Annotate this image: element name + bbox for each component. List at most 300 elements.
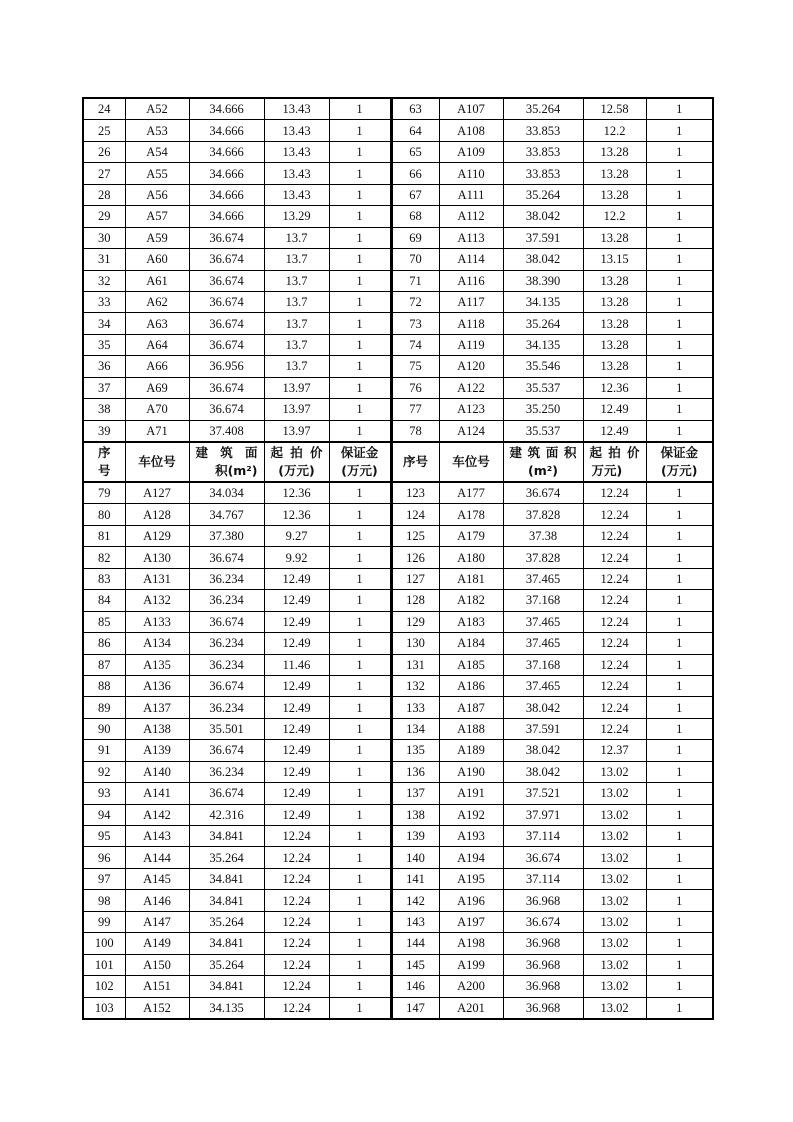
- table-body-top: [83, 98, 713, 442]
- cell-deposit: 1: [329, 697, 391, 718]
- cell-price-right: 13.28: [583, 334, 646, 355]
- cell-seq-right: 64: [391, 120, 439, 141]
- cell-seq-right: 138: [391, 804, 439, 825]
- cell-space-right: A182: [439, 590, 503, 611]
- cell-deposit: 1: [329, 547, 391, 568]
- cell-seq: 24: [83, 98, 125, 120]
- cell-space-right: A193: [439, 826, 503, 847]
- cell-deposit: 1: [329, 804, 391, 825]
- cell-seq: 91: [83, 740, 125, 761]
- cell-area-right: 33.853: [503, 141, 583, 162]
- cell-price-right: 13.02: [583, 911, 646, 932]
- cell-area-right: 37.971: [503, 804, 583, 825]
- cell-space-right: A108: [439, 120, 503, 141]
- cell-deposit: 1: [329, 141, 391, 162]
- cell-seq-right: 137: [391, 783, 439, 804]
- cell-price: 12.49: [264, 633, 329, 654]
- cell-seq-right: 140: [391, 847, 439, 868]
- cell-space-right: A178: [439, 504, 503, 525]
- cell-deposit-right: 1: [646, 568, 713, 589]
- cell-area: 34.666: [189, 206, 264, 227]
- cell-seq-right: 146: [391, 976, 439, 997]
- header-price-right: [583, 442, 646, 482]
- cell-seq-right: 124: [391, 504, 439, 525]
- cell-space-right: A180: [439, 547, 503, 568]
- cell-price: 13.43: [264, 163, 329, 184]
- cell-deposit-right: 1: [646, 847, 713, 868]
- cell-seq-right: 123: [391, 482, 439, 504]
- table-row: [83, 804, 713, 825]
- cell-price: 13.7: [264, 291, 329, 312]
- cell-seq-right: 72: [391, 291, 439, 312]
- cell-area: 36.674: [189, 399, 264, 420]
- cell-price-right: 13.28: [583, 270, 646, 291]
- cell-space-right: A199: [439, 954, 503, 975]
- cell-space: A52: [125, 98, 189, 120]
- cell-price: 13.43: [264, 98, 329, 120]
- cell-deposit: 1: [329, 313, 391, 334]
- cell-deposit-right: 1: [646, 356, 713, 377]
- cell-space: A69: [125, 377, 189, 398]
- cell-area: 36.674: [189, 270, 264, 291]
- cell-area-right: 33.853: [503, 163, 583, 184]
- cell-space: A55: [125, 163, 189, 184]
- cell-area-right: 35.546: [503, 356, 583, 377]
- cell-seq-right: 139: [391, 826, 439, 847]
- cell-price: 13.7: [264, 334, 329, 355]
- cell-deposit: 1: [329, 291, 391, 312]
- cell-space-right: A113: [439, 227, 503, 248]
- header-area-right-line2: (m²): [528, 463, 558, 478]
- cell-space: A135: [125, 654, 189, 675]
- header-row: [83, 442, 713, 482]
- table-row: [83, 697, 713, 718]
- cell-deposit-right: 1: [646, 547, 713, 568]
- table-row: [83, 98, 713, 120]
- cell-deposit-right: 1: [646, 783, 713, 804]
- header-seq-line1: 序: [97, 445, 111, 460]
- cell-area-right: 38.042: [503, 761, 583, 782]
- cell-space: A129: [125, 525, 189, 546]
- cell-space: A63: [125, 313, 189, 334]
- cell-space-right: A190: [439, 761, 503, 782]
- cell-space: A61: [125, 270, 189, 291]
- cell-deposit: 1: [329, 718, 391, 739]
- cell-space-right: A109: [439, 141, 503, 162]
- cell-deposit: 1: [329, 227, 391, 248]
- header-area: [189, 442, 264, 482]
- cell-price: 12.24: [264, 933, 329, 954]
- cell-space: A66: [125, 356, 189, 377]
- cell-price-right: 13.02: [583, 804, 646, 825]
- cell-space-right: A192: [439, 804, 503, 825]
- cell-space: A149: [125, 933, 189, 954]
- cell-area-right: 37.114: [503, 868, 583, 889]
- cell-price-right: 13.28: [583, 184, 646, 205]
- table-row: [83, 120, 713, 141]
- cell-deposit-right: 1: [646, 675, 713, 696]
- cell-price: 13.7: [264, 227, 329, 248]
- header-area-right: [503, 442, 583, 482]
- cell-space-right: A123: [439, 399, 503, 420]
- cell-deposit: 1: [329, 675, 391, 696]
- cell-deposit-right: 1: [646, 227, 713, 248]
- cell-area: 36.674: [189, 227, 264, 248]
- table-row: [83, 420, 713, 442]
- table-row: [83, 783, 713, 804]
- cell-space-right: A196: [439, 890, 503, 911]
- table-row: [83, 997, 713, 1019]
- cell-deposit: 1: [329, 783, 391, 804]
- cell-deposit: 1: [329, 911, 391, 932]
- cell-seq: 36: [83, 356, 125, 377]
- header-price-line1: 起 拍 价: [270, 445, 323, 460]
- cell-seq: 26: [83, 141, 125, 162]
- cell-deposit-right: 1: [646, 976, 713, 997]
- cell-price-right: 12.24: [583, 633, 646, 654]
- cell-price: 12.36: [264, 504, 329, 525]
- cell-area-right: 35.264: [503, 313, 583, 334]
- cell-price-right: 12.49: [583, 399, 646, 420]
- table-row: [83, 868, 713, 889]
- cell-price: 13.97: [264, 399, 329, 420]
- cell-seq: 90: [83, 718, 125, 739]
- cell-space-right: A116: [439, 270, 503, 291]
- cell-area-right: 38.042: [503, 206, 583, 227]
- cell-area: 36.674: [189, 249, 264, 270]
- cell-price-right: 12.37: [583, 740, 646, 761]
- cell-area: 37.408: [189, 420, 264, 442]
- cell-area: 34.841: [189, 826, 264, 847]
- cell-seq-right: 69: [391, 227, 439, 248]
- cell-area: 34.135: [189, 997, 264, 1019]
- cell-area-right: 35.264: [503, 184, 583, 205]
- cell-deposit-right: 1: [646, 804, 713, 825]
- cell-price: 12.24: [264, 868, 329, 889]
- cell-price-right: 13.02: [583, 933, 646, 954]
- cell-seq: 28: [83, 184, 125, 205]
- cell-area-right: 35.264: [503, 98, 583, 120]
- cell-area: 34.767: [189, 504, 264, 525]
- cell-price-right: 12.24: [583, 654, 646, 675]
- cell-area: 34.841: [189, 868, 264, 889]
- cell-price: 13.7: [264, 356, 329, 377]
- cell-area: 36.674: [189, 675, 264, 696]
- cell-space: A145: [125, 868, 189, 889]
- cell-price-right: 12.58: [583, 98, 646, 120]
- cell-deposit: 1: [329, 997, 391, 1019]
- header-deposit-right: [646, 442, 713, 482]
- cell-seq: 30: [83, 227, 125, 248]
- cell-space-right: A120: [439, 356, 503, 377]
- cell-space: A53: [125, 120, 189, 141]
- cell-space-right: A194: [439, 847, 503, 868]
- cell-seq-right: 144: [391, 933, 439, 954]
- cell-seq: 101: [83, 954, 125, 975]
- table-row: [83, 313, 713, 334]
- cell-deposit-right: 1: [646, 525, 713, 546]
- header-deposit: [329, 442, 391, 482]
- table-row: [83, 184, 713, 205]
- cell-area-right: 37.591: [503, 227, 583, 248]
- cell-price-right: 13.02: [583, 826, 646, 847]
- cell-price: 12.49: [264, 718, 329, 739]
- cell-space: A130: [125, 547, 189, 568]
- header-price-right-line1: 起 拍 价: [589, 445, 640, 460]
- cell-price-right: 12.24: [583, 482, 646, 504]
- cell-area-right: 37.38: [503, 525, 583, 546]
- cell-space: A71: [125, 420, 189, 442]
- cell-area: 36.674: [189, 783, 264, 804]
- cell-area-right: 37.828: [503, 504, 583, 525]
- cell-seq-right: 73: [391, 313, 439, 334]
- cell-area-right: 38.042: [503, 249, 583, 270]
- cell-space-right: A191: [439, 783, 503, 804]
- cell-seq: 81: [83, 525, 125, 546]
- cell-area: 36.234: [189, 654, 264, 675]
- cell-space: A139: [125, 740, 189, 761]
- cell-space: A70: [125, 399, 189, 420]
- cell-space: A127: [125, 482, 189, 504]
- cell-space: A152: [125, 997, 189, 1019]
- cell-deposit-right: 1: [646, 761, 713, 782]
- cell-deposit: 1: [329, 740, 391, 761]
- cell-area-right: 33.853: [503, 120, 583, 141]
- cell-deposit-right: 1: [646, 633, 713, 654]
- cell-area: 34.841: [189, 976, 264, 997]
- cell-seq-right: 126: [391, 547, 439, 568]
- header-deposit-right-line1: 保证金: [660, 445, 698, 460]
- cell-seq-right: 133: [391, 697, 439, 718]
- cell-price-right: 12.24: [583, 697, 646, 718]
- cell-space-right: A181: [439, 568, 503, 589]
- cell-seq-right: 75: [391, 356, 439, 377]
- cell-deposit: 1: [329, 976, 391, 997]
- cell-area-right: 34.135: [503, 291, 583, 312]
- cell-deposit: 1: [329, 590, 391, 611]
- cell-area: 36.674: [189, 291, 264, 312]
- cell-area-right: 36.968: [503, 890, 583, 911]
- cell-price-right: 13.02: [583, 890, 646, 911]
- cell-price: 12.24: [264, 890, 329, 911]
- cell-seq-right: 63: [391, 98, 439, 120]
- cell-deposit-right: 1: [646, 654, 713, 675]
- cell-seq: 88: [83, 675, 125, 696]
- cell-area: 36.234: [189, 590, 264, 611]
- table-row: [83, 249, 713, 270]
- cell-space: A64: [125, 334, 189, 355]
- cell-price: 12.49: [264, 740, 329, 761]
- cell-area-right: 37.465: [503, 633, 583, 654]
- cell-space-right: A124: [439, 420, 503, 442]
- cell-deposit-right: 1: [646, 954, 713, 975]
- cell-area: 42.316: [189, 804, 264, 825]
- header-space-right: 车位号: [439, 442, 503, 482]
- header-seq-line2: 号: [97, 463, 111, 478]
- cell-space: A128: [125, 504, 189, 525]
- cell-price: 13.7: [264, 249, 329, 270]
- cell-area-right: 37.168: [503, 590, 583, 611]
- cell-seq-right: 136: [391, 761, 439, 782]
- table-row: [83, 761, 713, 782]
- cell-deposit: 1: [329, 933, 391, 954]
- cell-area: 35.264: [189, 954, 264, 975]
- cell-area: 34.666: [189, 184, 264, 205]
- cell-space: A54: [125, 141, 189, 162]
- cell-price-right: 13.28: [583, 356, 646, 377]
- cell-price-right: 13.02: [583, 783, 646, 804]
- header-area-right-line1: 建筑面积: [509, 445, 577, 460]
- table-row: [83, 826, 713, 847]
- cell-price: 13.43: [264, 141, 329, 162]
- cell-seq-right: 71: [391, 270, 439, 291]
- cell-area: 36.234: [189, 697, 264, 718]
- cell-seq: 37: [83, 377, 125, 398]
- cell-space-right: A110: [439, 163, 503, 184]
- cell-space-right: A183: [439, 611, 503, 632]
- table-row: [83, 954, 713, 975]
- cell-deposit-right: 1: [646, 270, 713, 291]
- cell-space: A138: [125, 718, 189, 739]
- cell-seq: 33: [83, 291, 125, 312]
- cell-deposit: 1: [329, 504, 391, 525]
- cell-space-right: A119: [439, 334, 503, 355]
- cell-seq-right: 77: [391, 399, 439, 420]
- header-area-line2: 积(m²): [215, 463, 258, 478]
- cell-space-right: A118: [439, 313, 503, 334]
- cell-deposit: 1: [329, 184, 391, 205]
- cell-price: 12.24: [264, 997, 329, 1019]
- cell-deposit-right: 1: [646, 590, 713, 611]
- cell-price: 12.49: [264, 675, 329, 696]
- cell-price: 12.49: [264, 611, 329, 632]
- cell-deposit-right: 1: [646, 997, 713, 1019]
- cell-price: 9.27: [264, 525, 329, 546]
- cell-area-right: 35.537: [503, 420, 583, 442]
- cell-price-right: 13.02: [583, 847, 646, 868]
- cell-area: 36.674: [189, 547, 264, 568]
- table-row: [83, 547, 713, 568]
- cell-area: 34.666: [189, 98, 264, 120]
- cell-seq: 103: [83, 997, 125, 1019]
- cell-space-right: A111: [439, 184, 503, 205]
- cell-price: 9.92: [264, 547, 329, 568]
- table-header: [83, 442, 713, 482]
- cell-space: A134: [125, 633, 189, 654]
- cell-seq: 93: [83, 783, 125, 804]
- cell-deposit-right: 1: [646, 482, 713, 504]
- cell-deposit: 1: [329, 334, 391, 355]
- cell-deposit-right: 1: [646, 611, 713, 632]
- cell-area-right: 37.591: [503, 718, 583, 739]
- cell-space-right: A187: [439, 697, 503, 718]
- cell-space: A131: [125, 568, 189, 589]
- cell-space-right: A200: [439, 976, 503, 997]
- cell-deposit: 1: [329, 654, 391, 675]
- cell-price-right: 12.24: [583, 504, 646, 525]
- cell-area: 34.666: [189, 141, 264, 162]
- table-row: [83, 568, 713, 589]
- cell-deposit-right: 1: [646, 184, 713, 205]
- cell-seq: 31: [83, 249, 125, 270]
- cell-deposit-right: 1: [646, 890, 713, 911]
- cell-area: 36.674: [189, 611, 264, 632]
- cell-area: 35.501: [189, 718, 264, 739]
- cell-deposit-right: 1: [646, 206, 713, 227]
- cell-seq: 39: [83, 420, 125, 442]
- cell-seq-right: 74: [391, 334, 439, 355]
- cell-seq-right: 135: [391, 740, 439, 761]
- cell-area-right: 38.390: [503, 270, 583, 291]
- cell-price-right: 13.02: [583, 954, 646, 975]
- cell-price: 12.49: [264, 783, 329, 804]
- cell-deposit: 1: [329, 399, 391, 420]
- cell-price-right: 12.36: [583, 377, 646, 398]
- cell-price-right: 13.15: [583, 249, 646, 270]
- table-body-bottom: [83, 482, 713, 1019]
- header-deposit-right-line2: (万元): [661, 463, 698, 478]
- cell-seq: 84: [83, 590, 125, 611]
- cell-seq: 79: [83, 482, 125, 504]
- cell-space: A140: [125, 761, 189, 782]
- cell-space: A143: [125, 826, 189, 847]
- table-row: [83, 976, 713, 997]
- cell-space-right: A107: [439, 98, 503, 120]
- table-row: [83, 399, 713, 420]
- cell-seq: 35: [83, 334, 125, 355]
- cell-deposit-right: 1: [646, 697, 713, 718]
- cell-seq: 38: [83, 399, 125, 420]
- cell-deposit-right: 1: [646, 98, 713, 120]
- cell-space: A132: [125, 590, 189, 611]
- cell-seq: 102: [83, 976, 125, 997]
- cell-area: 34.841: [189, 890, 264, 911]
- cell-space-right: A186: [439, 675, 503, 696]
- table-row: [83, 675, 713, 696]
- cell-seq: 92: [83, 761, 125, 782]
- cell-space-right: A117: [439, 291, 503, 312]
- cell-deposit-right: 1: [646, 163, 713, 184]
- cell-seq-right: 130: [391, 633, 439, 654]
- cell-price: 12.49: [264, 761, 329, 782]
- cell-area: 36.674: [189, 334, 264, 355]
- cell-area: 36.674: [189, 313, 264, 334]
- cell-space-right: A122: [439, 377, 503, 398]
- cell-area-right: 35.537: [503, 377, 583, 398]
- cell-area: 36.234: [189, 761, 264, 782]
- cell-area: 36.234: [189, 568, 264, 589]
- cell-price-right: 13.02: [583, 976, 646, 997]
- cell-seq-right: 142: [391, 890, 439, 911]
- cell-deposit-right: 1: [646, 504, 713, 525]
- table-row: [83, 933, 713, 954]
- cell-price: 11.46: [264, 654, 329, 675]
- cell-seq-right: 68: [391, 206, 439, 227]
- table-row: [83, 525, 713, 546]
- cell-seq: 85: [83, 611, 125, 632]
- cell-space-right: A112: [439, 206, 503, 227]
- cell-space: A56: [125, 184, 189, 205]
- table-row: [83, 504, 713, 525]
- cell-space-right: A197: [439, 911, 503, 932]
- cell-seq-right: 70: [391, 249, 439, 270]
- cell-space-right: A188: [439, 718, 503, 739]
- cell-deposit-right: 1: [646, 141, 713, 162]
- cell-area: 34.034: [189, 482, 264, 504]
- header-seq: [83, 442, 125, 482]
- cell-seq: 82: [83, 547, 125, 568]
- cell-area-right: 37.168: [503, 654, 583, 675]
